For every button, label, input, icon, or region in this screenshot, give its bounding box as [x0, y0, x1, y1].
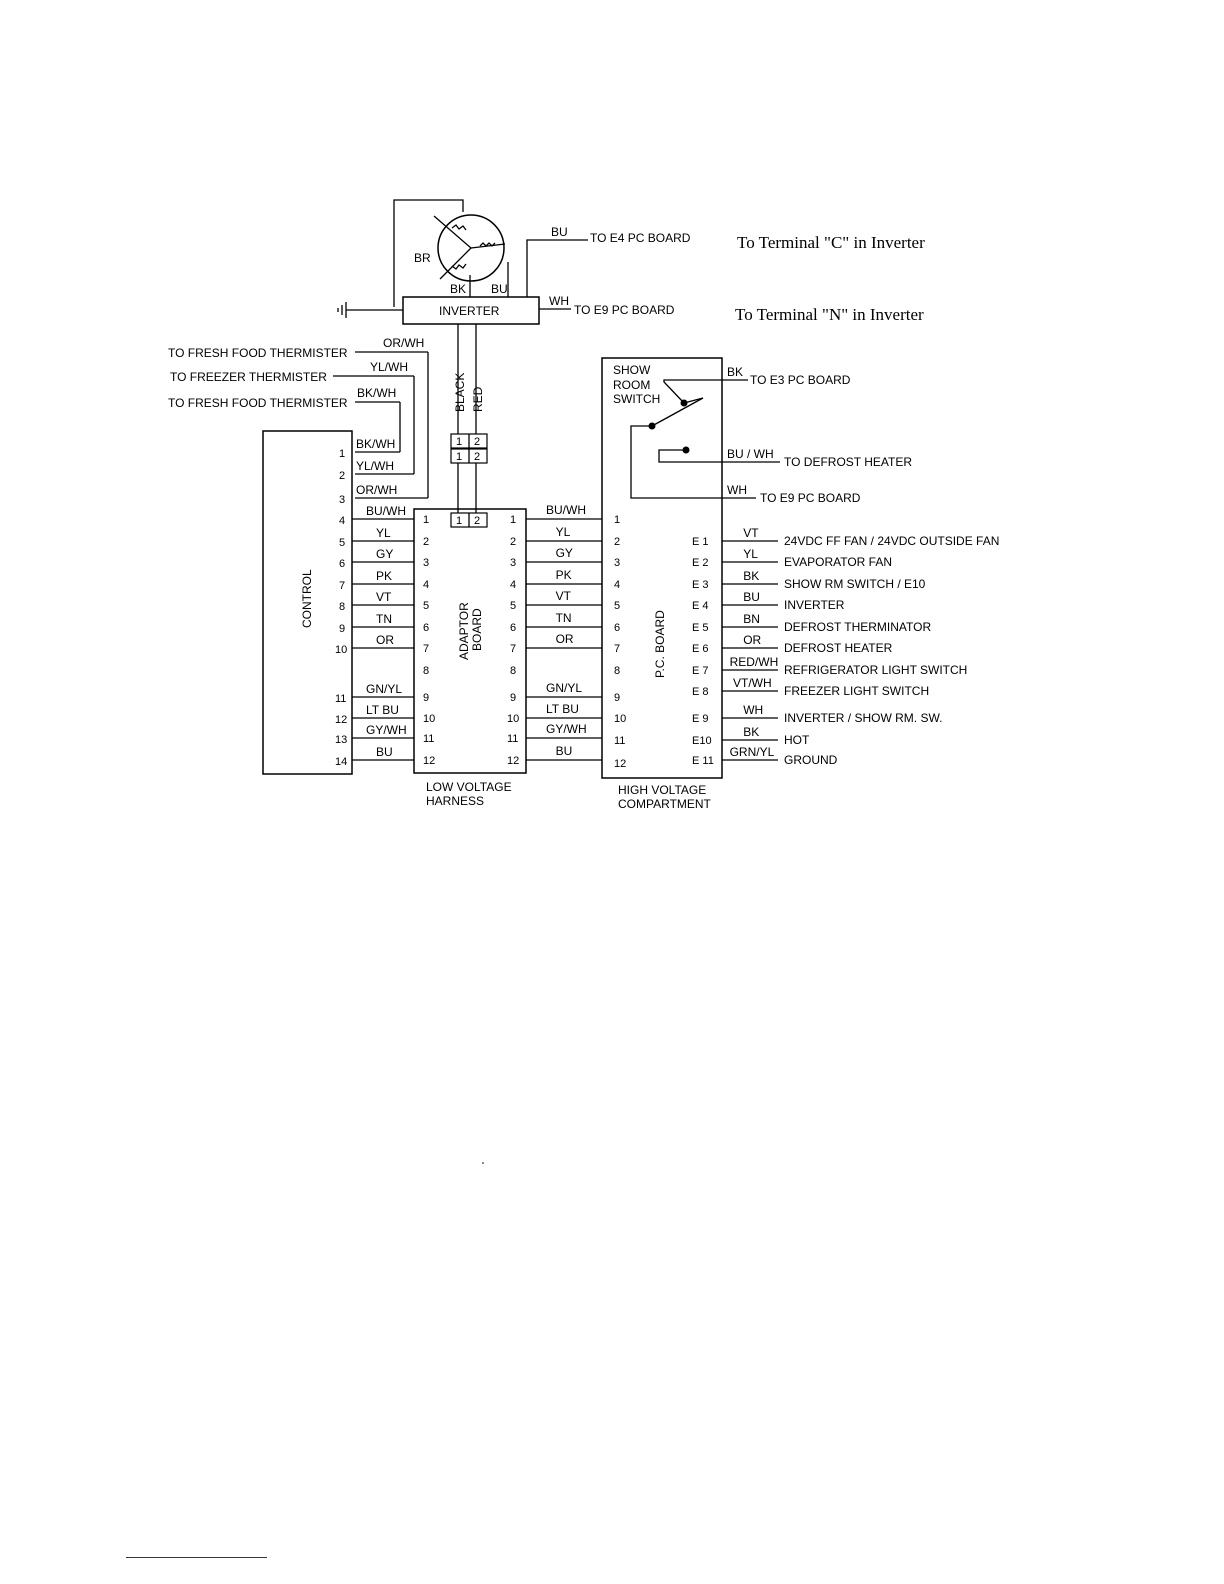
adaptor-left-pin-11: 11 [423, 733, 435, 745]
e-terminal-7-wire: RED/WH [729, 655, 779, 669]
harness-wire-12: BU [555, 744, 573, 758]
control-pin-7: 7 [339, 580, 346, 592]
switch-target-3: TO E9 PC BOARD [760, 491, 861, 505]
control-pin-14: 14 [335, 756, 348, 768]
switch-wire-1: BK [727, 365, 744, 379]
thermister-wire-2: YL/WH [370, 360, 409, 374]
harness-wire-1: BU/WH [546, 503, 586, 517]
e-terminal-1-id: E 1 [692, 536, 709, 548]
e-terminal-3-target: SHOW RM SWITCH / E10 [784, 577, 926, 591]
thermister-wire-1: OR/WH [383, 336, 425, 350]
pc-pin-6: 6 [614, 622, 621, 634]
adaptor-left-pin-10: 10 [423, 713, 436, 725]
e-terminal-5-target: DEFROST THERMINATOR [784, 620, 932, 634]
adaptor-right-pin-4: 4 [510, 579, 517, 591]
switch-wire-3: WH [727, 483, 747, 497]
switch-label-2: ROOM [613, 378, 651, 392]
pc-pin-10: 10 [614, 713, 627, 725]
harness-wire-11: GY/WH [546, 722, 587, 736]
adaptor-left-pin-12: 12 [423, 755, 436, 767]
adaptor-caption-2: HARNESS [426, 794, 485, 808]
switch-label-3: SWITCH [613, 392, 661, 406]
e-terminal-1-wire: VT [743, 526, 759, 540]
thermister-target-2: TO FREEZER THERMISTER [170, 370, 327, 384]
compressor-top-target: TO E4 PC BOARD [590, 231, 691, 245]
thermister-target-3: TO FRESH FOOD THERMISTER [168, 396, 348, 410]
control-wire-10: OR [376, 633, 394, 647]
compressor-bk-label: BK [450, 282, 467, 296]
e-terminal-2-target: EVAPORATOR FAN [784, 555, 893, 569]
inverter-label: INVERTER [439, 304, 500, 318]
e-terminal-9-id: E 9 [692, 713, 709, 725]
adaptor-right-pin-3: 3 [510, 557, 517, 569]
harness-wire-2: YL [555, 525, 571, 539]
control-wire-4: BU/WH [366, 504, 406, 518]
adaptor-right-pin-1: 1 [510, 514, 517, 526]
terminal-c-note: To Terminal "C" in Inverter [737, 233, 925, 252]
svg-text:1: 1 [456, 451, 463, 463]
adaptor-right-pin-6: 6 [510, 622, 517, 634]
control-pin-5: 5 [339, 537, 346, 549]
adaptor-label-2: BOARD [470, 608, 484, 651]
e-terminal-9-wire: WH [743, 703, 764, 717]
e-terminal-6-wire: OR [743, 633, 762, 647]
e-terminal-4-target: INVERTER [784, 598, 845, 612]
e-terminals [692, 526, 999, 767]
svg-text:1: 1 [456, 436, 463, 448]
e-terminal-11-target: GROUND [784, 753, 838, 767]
e-terminal-7-id: E 7 [692, 665, 709, 677]
e-terminal-6-target: DEFROST HEATER [784, 641, 893, 655]
switch-wire-2: BU / WH [727, 447, 774, 461]
e-terminal-5-wire: BN [743, 612, 760, 626]
adaptor-left-pin-6: 6 [423, 622, 430, 634]
control-pin-12: 12 [335, 714, 348, 726]
harness-wire-10: LT BU [546, 702, 579, 716]
control-pin-8: 8 [339, 601, 346, 613]
e-terminal-5-id: E 5 [692, 622, 709, 634]
adaptor-left-pin-4: 4 [423, 579, 430, 591]
adaptor-right-pin-5: 5 [510, 600, 517, 612]
e-terminal-7-target: REFRIGERATOR LIGHT SWITCH [784, 663, 968, 677]
inverter-block [403, 294, 675, 527]
e-terminal-8-wire: VT/WH [733, 676, 772, 690]
control-pin-1: 1 [339, 448, 346, 460]
harness-wire-4: PK [555, 568, 572, 582]
pc-caption-2: COMPARTMENT [618, 797, 711, 811]
harness-wire-5: VT [555, 589, 571, 603]
e-terminal-11-wire: GRN/YL [729, 745, 775, 759]
thermister-target-1: TO FRESH FOOD THERMISTER [168, 346, 348, 360]
adaptor-left-pin-7: 7 [423, 643, 430, 655]
pc-pin-3: 3 [614, 557, 621, 569]
footer-rule [126, 1557, 267, 1558]
e-terminal-2-id: E 2 [692, 557, 709, 569]
control-wire-11: GN/YL [366, 682, 403, 696]
compressor-motor [394, 200, 691, 307]
red-wire-label: RED [471, 386, 485, 412]
e-terminal-4-wire: BU [743, 590, 760, 604]
control-pin-2: 2 [339, 470, 346, 482]
control-wire-2: YL/WH [356, 459, 395, 473]
pc-pin-7: 7 [614, 643, 621, 655]
stray-dot [482, 1162, 484, 1164]
control-pin-9: 9 [339, 623, 346, 635]
adaptor-right-pin-7: 7 [510, 643, 517, 655]
pc-board-label: P.C. BOARD [653, 610, 667, 678]
e-terminal-3-id: E 3 [692, 579, 709, 591]
control-label: CONTROL [300, 569, 314, 628]
e-terminal-8-target: FREEZER LIGHT SWITCH [784, 684, 930, 698]
e-terminal-9-target: INVERTER / SHOW RM. SW. [784, 711, 943, 725]
control-harness [335, 437, 414, 768]
control-wire-7: PK [376, 569, 393, 583]
control-wire-1: BK/WH [356, 437, 396, 451]
compressor-top-wire: BU [551, 225, 568, 239]
pc-board-pins [614, 514, 626, 770]
adaptor-right-pin-2: 2 [510, 536, 517, 548]
thermister-labels [168, 336, 424, 410]
compressor-br-label: BR [414, 251, 431, 265]
control-wire-6: GY [376, 547, 394, 561]
control-wire-9: TN [376, 612, 392, 626]
adaptor-left-pin-2: 2 [423, 536, 430, 548]
pc-pin-8: 8 [614, 665, 621, 677]
e-terminal-10-id: E10 [692, 735, 712, 747]
e-terminal-2-wire: YL [743, 547, 758, 561]
adaptor-left-pin-9: 9 [423, 692, 430, 704]
switch-wires [722, 365, 912, 505]
adaptor-label-1: ADAPTOR [457, 602, 471, 660]
pc-pin-12: 12 [614, 758, 627, 770]
pc-pin-1: 1 [614, 514, 621, 526]
harness-wire-6: TN [555, 611, 572, 625]
pc-pin-5: 5 [614, 600, 621, 612]
svg-text:2: 2 [474, 436, 481, 448]
harness-wire-3: GY [555, 546, 573, 560]
switch-label-1: SHOW [613, 363, 651, 377]
e-terminal-11-id: E 11 [692, 755, 714, 767]
adaptor-right-pin-8: 8 [510, 665, 517, 677]
control-wire-13: GY/WH [366, 723, 407, 737]
svg-text:1: 1 [456, 515, 463, 527]
adaptor-left-pin-5: 5 [423, 600, 430, 612]
inverter-wh-target: TO E9 PC BOARD [574, 303, 675, 317]
black-wire-label: BLACK [453, 372, 467, 412]
adaptor-left-pin-8: 8 [423, 665, 430, 677]
svg-text:2: 2 [474, 451, 481, 463]
pc-pin-9: 9 [614, 692, 621, 704]
inverter-connector [451, 434, 487, 527]
e-terminal-1-target: 24VDC FF FAN / 24VDC OUTSIDE FAN [784, 534, 1000, 548]
harness-wire-7: OR [555, 632, 574, 646]
control-wire-8: VT [376, 590, 392, 604]
control-pin-10: 10 [335, 644, 348, 656]
switch-target-2: TO DEFROST HEATER [784, 455, 913, 469]
e-terminal-10-wire: BK [743, 725, 760, 739]
pc-pin-2: 2 [614, 536, 621, 548]
adaptor-caption-1: LOW VOLTAGE [426, 780, 512, 794]
control-pin-3: 3 [339, 494, 346, 506]
control-wire-14: BU [376, 745, 393, 759]
svg-text:2: 2 [474, 515, 481, 527]
e-terminal-10-target: HOT [784, 733, 810, 747]
compressor-bu-label: BU [491, 282, 508, 296]
pc-pin-4: 4 [614, 579, 621, 591]
show-room-switch [613, 363, 722, 498]
control-wire-3: OR/WH [356, 483, 398, 497]
adaptor-right-pin-10: 10 [507, 713, 520, 725]
adaptor-to-pc-harness [526, 503, 602, 760]
control-pin-13: 13 [335, 734, 348, 746]
pc-pin-11: 11 [614, 735, 626, 747]
adaptor-right-pin-11: 11 [507, 733, 519, 745]
control-pin-11: 11 [335, 693, 347, 705]
terminal-n-note: To Terminal "N" in Inverter [735, 305, 924, 324]
adaptor-left-pin-1: 1 [423, 514, 430, 526]
e-terminal-8-id: E 8 [692, 686, 709, 698]
control-wire-5: YL [376, 526, 391, 540]
inverter-wh-wire: WH [549, 294, 569, 308]
switch-target-1: TO E3 PC BOARD [750, 373, 851, 387]
e-terminal-3-wire: BK [743, 569, 760, 583]
harness-wire-9: GN/YL [546, 681, 583, 695]
adaptor-left-pin-3: 3 [423, 557, 430, 569]
adaptor-right-pin-12: 12 [507, 755, 520, 767]
pc-caption-1: HIGH VOLTAGE [618, 783, 707, 797]
control-wire-12: LT BU [366, 703, 399, 717]
control-pin-6: 6 [339, 558, 346, 570]
thermister-wire-3: BK/WH [357, 386, 397, 400]
control-pin-4: 4 [339, 515, 346, 527]
ground-icon [338, 302, 403, 318]
e-terminal-4-id: E 4 [692, 600, 709, 612]
e-terminal-6-id: E 6 [692, 643, 709, 655]
adaptor-right-pin-9: 9 [510, 692, 517, 704]
